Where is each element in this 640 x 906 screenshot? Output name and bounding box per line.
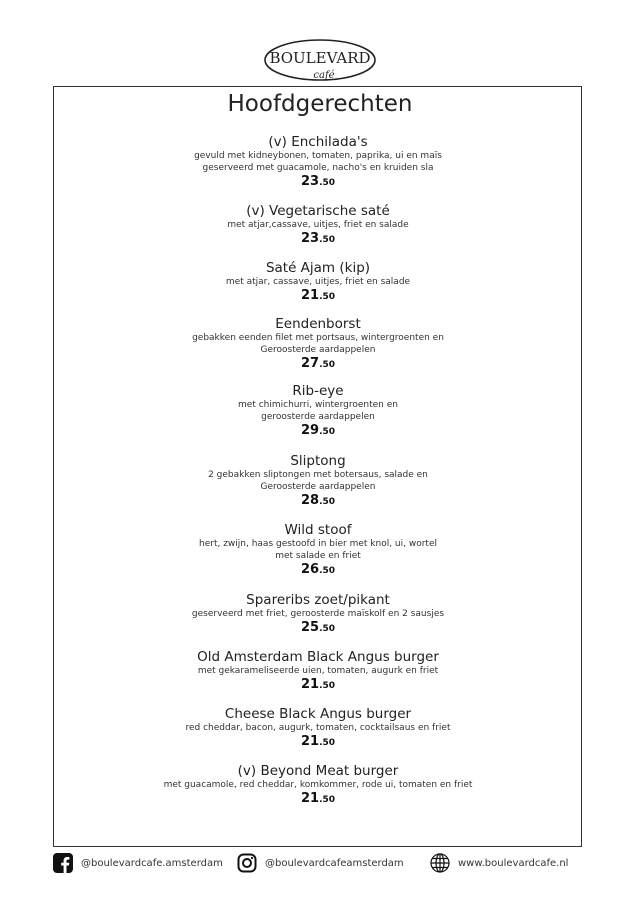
price-cents: .50: [319, 360, 336, 370]
menu-item: [60, 134, 576, 191]
price-cents: .50: [319, 292, 336, 302]
item-description: met gekarameliseerde uien, tomaten, augurk en friet: [197, 666, 439, 676]
price-main: 23: [300, 174, 320, 189]
item-description: hert, zwijn, haas gestoofd in bier met knol, ui, wortel: [199, 539, 437, 549]
price-cents: .50: [319, 178, 336, 188]
instagram-handle: @boulevardcafeamsterdam: [265, 857, 404, 869]
menu-item: [60, 649, 576, 694]
price-main: 29: [300, 423, 320, 438]
item-description: met chimichurri, wintergroenten en: [238, 400, 398, 410]
item-price: [60, 734, 576, 751]
item-description: gevuld met kidneybonen, tomaten, paprika, ui en maïs: [194, 151, 442, 161]
item-description: geserveerd met friet, geroosterde maïskolf en 2 sausjes: [191, 609, 445, 619]
item-price: [60, 423, 576, 440]
item-price: [60, 791, 576, 808]
item-description: geroosterde aardappelen: [261, 412, 375, 422]
logo-brand: BOULEVARD: [269, 49, 371, 67]
website-url: www.boulevardcafe.nl: [458, 857, 569, 869]
menu-item: [60, 453, 576, 510]
price-cents: .50: [319, 624, 336, 634]
item-name: (v) Beyond Meat burger: [237, 763, 399, 779]
menu-item: [60, 203, 576, 248]
menu-item: [60, 522, 576, 579]
price-main: 21: [300, 791, 320, 806]
menu-item: [60, 316, 576, 373]
item-description: met atjar,cassave, uitjes, friet en salade: [227, 220, 409, 230]
item-description: met atjar, cassave, uitjes, friet en salade: [225, 277, 411, 287]
price-cents: .50: [319, 497, 336, 507]
item-description: red cheddar, bacon, augurk, tomaten, cocktailsaus en friet: [185, 723, 451, 733]
footer: [0, 850, 640, 876]
item-name: Spareribs zoet/pikant: [246, 592, 390, 608]
price-main: 23: [300, 231, 320, 246]
website-link[interactable]: [430, 850, 568, 876]
instagram-icon: [237, 853, 257, 873]
item-price: [60, 493, 576, 510]
price-main: 28: [300, 493, 320, 508]
price-cents: .50: [319, 738, 336, 748]
item-description: 2 gebakken sliptongen met botersaus, salade en: [208, 470, 428, 480]
price-main: 25: [300, 620, 320, 635]
item-price: [60, 620, 576, 637]
price-cents: .50: [319, 235, 336, 245]
item-name: Cheese Black Angus burger: [224, 706, 412, 722]
price-main: 21: [300, 734, 320, 749]
price-cents: .50: [319, 681, 336, 691]
page-title: Hoofdgerechten: [227, 91, 413, 117]
menu-item: [60, 260, 576, 305]
item-price: [60, 562, 576, 579]
item-price: [60, 288, 576, 305]
logo-sub: café: [313, 70, 335, 81]
item-price: [60, 677, 576, 694]
item-name: (v) Vegetarische saté: [246, 203, 390, 219]
price-cents: .50: [319, 427, 336, 437]
item-name: Rib-eye: [292, 383, 344, 399]
item-price: [60, 231, 576, 248]
item-name: Eendenborst: [275, 316, 361, 332]
price-main: 26: [300, 562, 320, 577]
item-name: Old Amsterdam Black Angus burger: [197, 649, 439, 665]
item-description: Geroosterde aardappelen: [260, 482, 376, 492]
item-description: met salade en friet: [275, 551, 361, 561]
item-description: gebakken eenden filet met portsaus, wintergroenten en: [192, 333, 444, 343]
item-name: (v) Enchilada's: [268, 134, 368, 150]
menu-item: [60, 706, 576, 751]
menu-item: [60, 763, 576, 808]
price-cents: .50: [319, 795, 336, 805]
boulevard-cafe-logo: [262, 38, 378, 84]
price-cents: .50: [319, 566, 336, 576]
facebook-link[interactable]: [53, 850, 223, 876]
menu-item: [60, 592, 576, 637]
item-description: met guacamole, red cheddar, komkommer, rode ui, tomaten en friet: [163, 780, 473, 790]
item-description: geserveerd met guacamole, nacho's en kruiden sla: [202, 163, 434, 173]
item-name: Saté Ajam (kip): [265, 260, 371, 276]
item-name: Wild stoof: [284, 522, 352, 538]
price-main: 27: [300, 356, 320, 371]
menu-item: [60, 383, 576, 440]
item-name: Sliptong: [290, 453, 346, 469]
globe-icon: [430, 853, 450, 873]
price-main: 21: [300, 288, 320, 303]
facebook-icon: [53, 853, 73, 873]
facebook-handle: @boulevardcafe.amsterdam: [81, 857, 223, 869]
item-description: Geroosterde aardappelen: [260, 345, 376, 355]
item-price: [60, 356, 576, 373]
instagram-link[interactable]: [237, 850, 404, 876]
item-price: [60, 174, 576, 191]
price-main: 21: [300, 677, 320, 692]
